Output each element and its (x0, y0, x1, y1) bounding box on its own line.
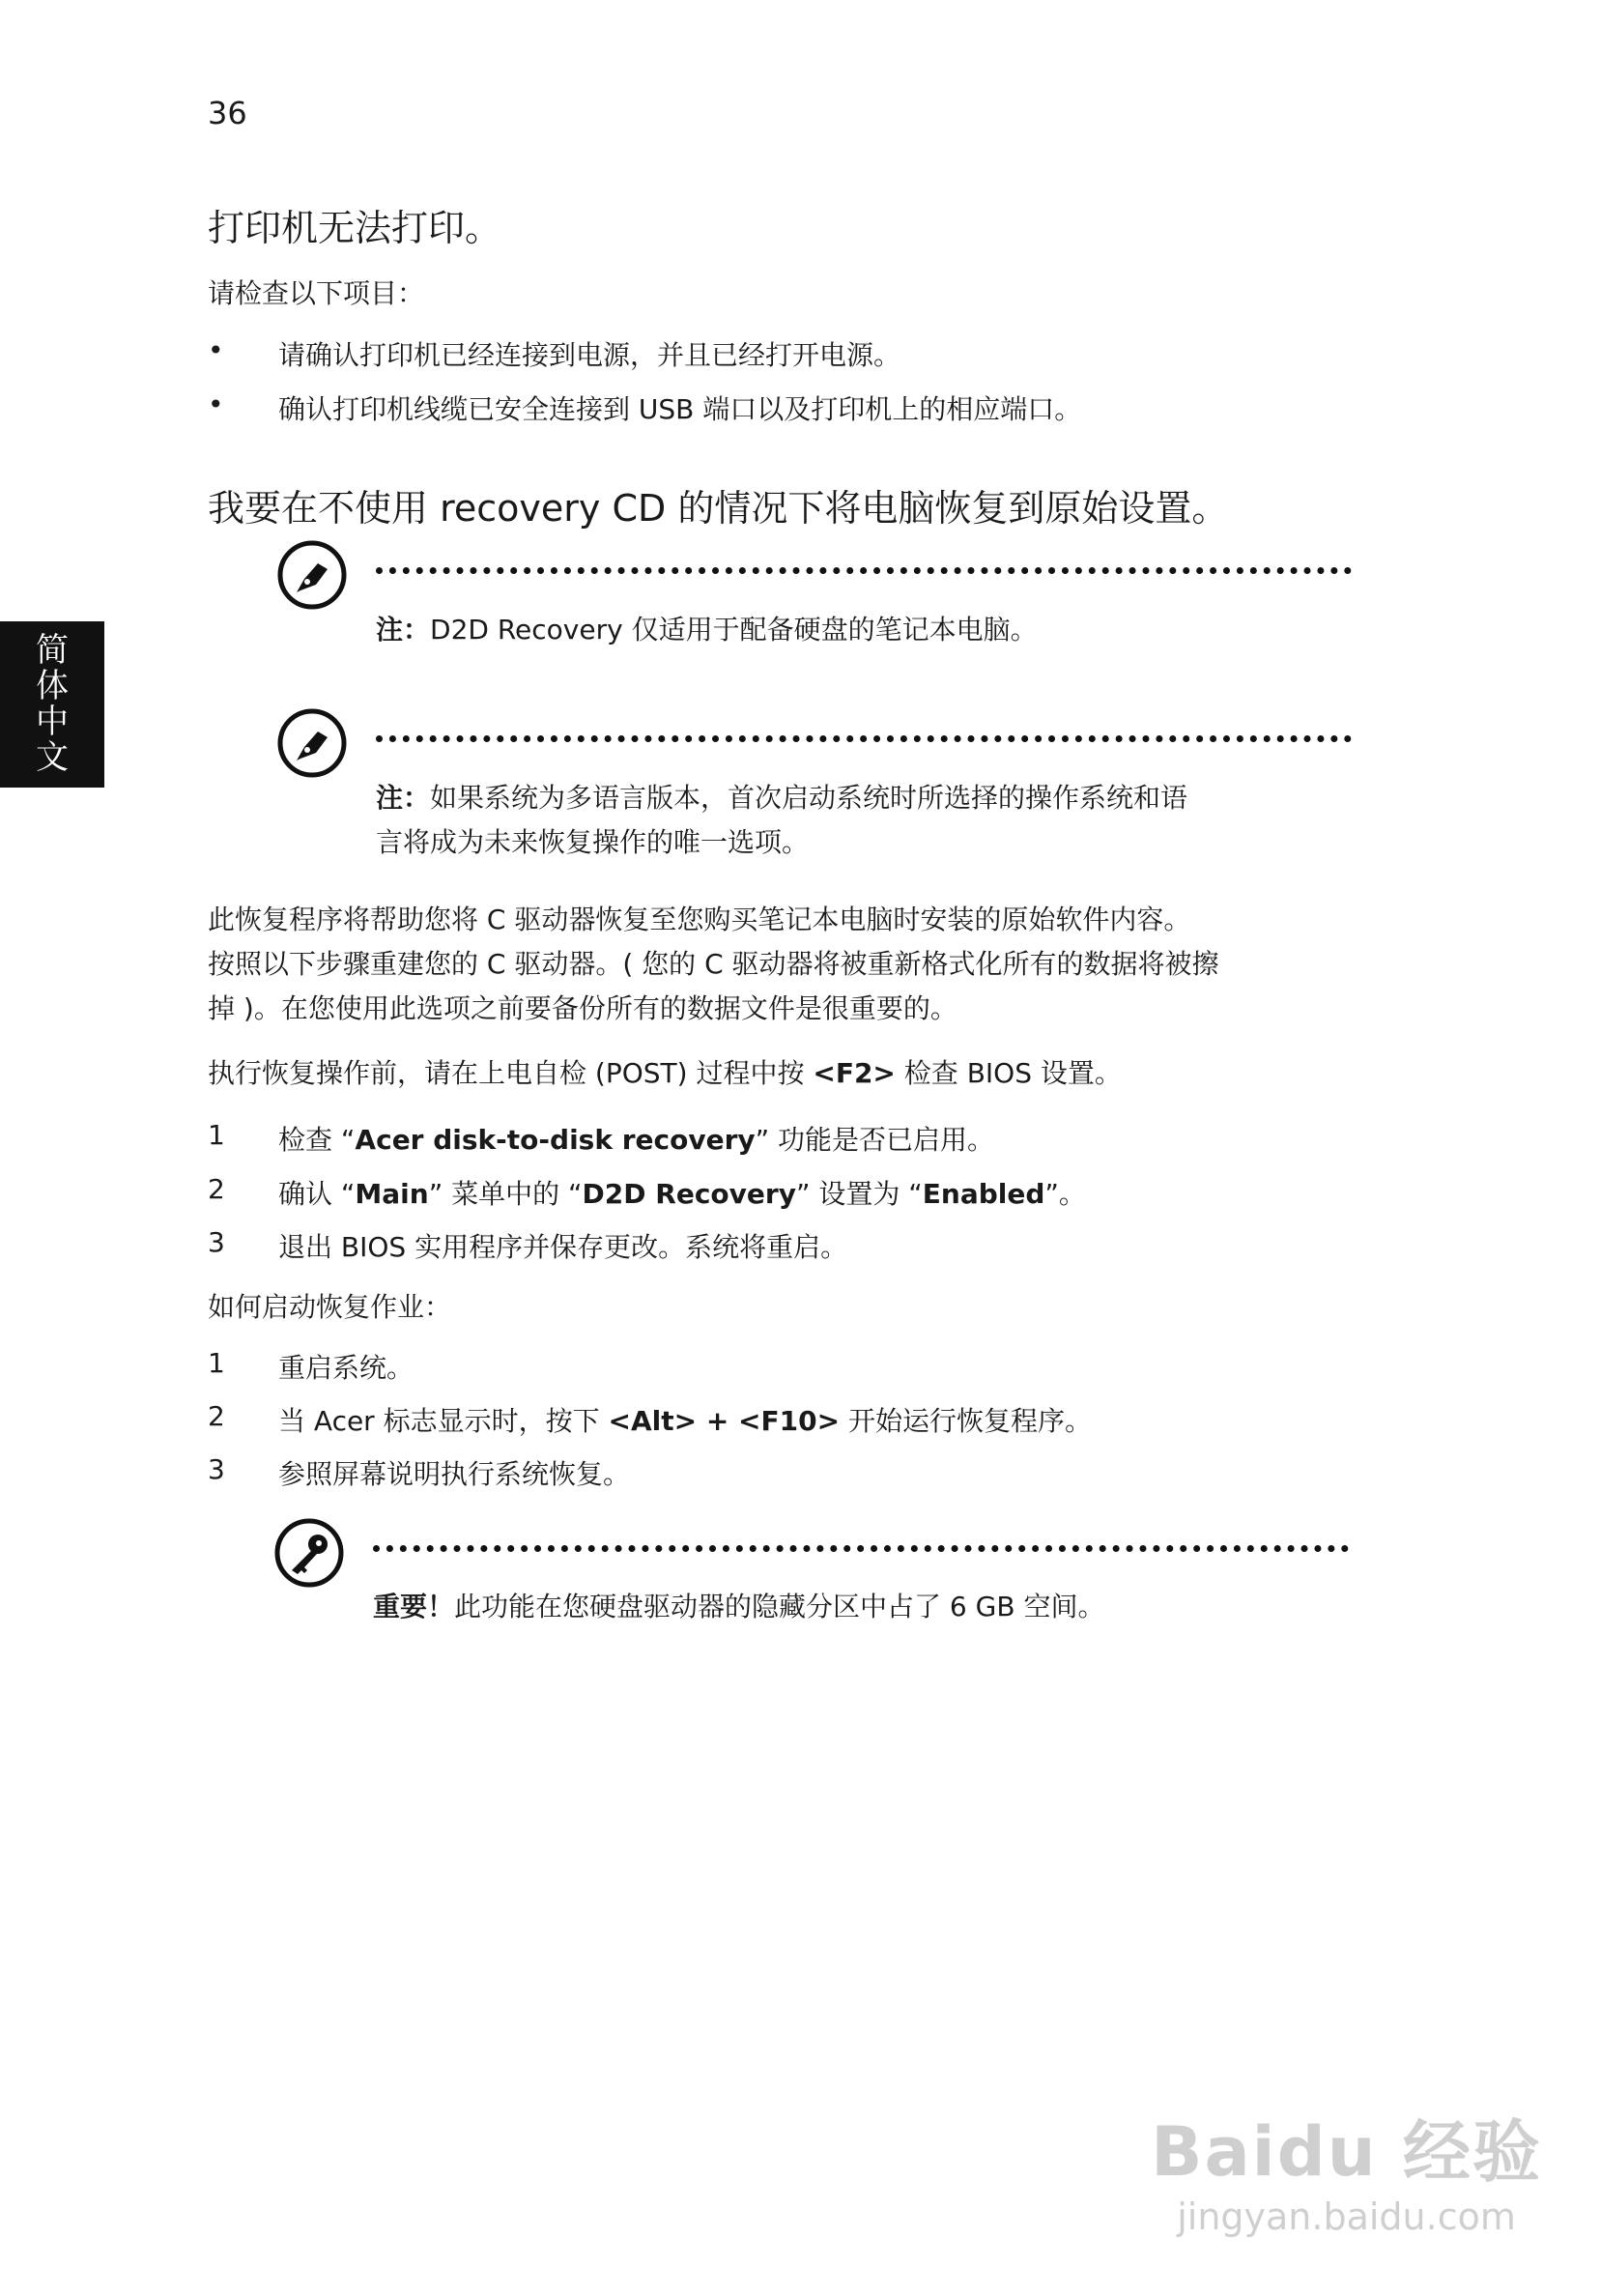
recovery-description (208, 898, 1219, 1031)
side-tab-char: 简 (36, 631, 69, 670)
note-body: 如果系统为多语言版本，首次启动系统时所选择的操作系统和语 (430, 782, 1188, 814)
text: ” 设置为 “ (795, 1178, 923, 1210)
important-label: 重要！ (373, 1591, 455, 1622)
plus-sign: + (697, 1405, 739, 1437)
page-number: 36 (208, 95, 247, 131)
step-item (208, 1226, 847, 1265)
list-item-text: 确认打印机线缆已安全连接到 USB 端口以及打印机上的相应端口。 (278, 393, 1082, 425)
key-label: <F10> (738, 1405, 841, 1437)
text: 退出 BIOS 实用程序并保存更改。系统将重启。 (278, 1231, 848, 1263)
step-number: 1 (208, 1119, 225, 1151)
pre-recovery-text (208, 1051, 1122, 1096)
side-tab-char: 体 (36, 667, 69, 705)
bold-term: Main (355, 1178, 429, 1210)
important-divider (373, 1545, 1349, 1552)
language-side-tab (0, 621, 104, 788)
baidu-watermark (1151, 2098, 1542, 2238)
bullet-icon: • (208, 388, 224, 420)
note-body: 言将成为未来恢复操作的唯一选项。 (376, 826, 810, 858)
note-divider (376, 567, 1352, 574)
text: 重启系统。 (278, 1352, 414, 1384)
paragraph-line: 掉 )。在您使用此选项之前要备份所有的数据文件是很重要的。 (208, 992, 957, 1024)
bold-term: D2D Recovery (582, 1178, 796, 1210)
step-item (208, 1400, 1092, 1439)
note-pen-icon (277, 540, 347, 610)
bold-term: Acer disk-to-disk recovery (355, 1124, 756, 1156)
text: ” 菜单中的 “ (428, 1178, 583, 1210)
text: 开始运行恢复程序。 (840, 1405, 1092, 1437)
bullet-icon: • (208, 334, 224, 366)
text: 当 Acer 标志显示时，按下 (278, 1405, 609, 1437)
step-item (208, 1347, 414, 1386)
paragraph-line: 此恢复程序将帮助您将 C 驱动器恢复至您购买笔记本电脑时安装的原始软件内容。 (208, 904, 1191, 935)
key-label: <F2> (813, 1057, 896, 1089)
step-number: 2 (208, 1173, 225, 1205)
list-item (208, 388, 1081, 427)
note-label: 注： (376, 614, 431, 646)
side-tab-char: 中 (36, 703, 69, 741)
step-item (208, 1173, 1086, 1212)
side-tab-char: 文 (36, 738, 69, 777)
section-heading-printer: 打印机无法打印。 (208, 207, 502, 249)
watermark-logo: Baidu 经验 (1151, 2112, 1542, 2192)
note-label: 注： (376, 782, 431, 814)
step-item (208, 1119, 994, 1158)
text: ”。 (1044, 1178, 1086, 1210)
text: ” 功能是否已启用。 (755, 1124, 995, 1156)
text: 检查 “ (278, 1124, 356, 1156)
list-item (208, 334, 900, 373)
note-divider (376, 735, 1352, 742)
note-pen-icon (277, 708, 347, 778)
note-body: D2D Recovery 仅适用于配备硬盘的笔记本电脑。 (430, 614, 1038, 646)
important-text (373, 1585, 1104, 1629)
how-to-start-text: 如何启动恢复作业： (208, 1291, 452, 1323)
note-text (376, 776, 1187, 865)
text: 确认 “ (278, 1178, 356, 1210)
paragraph-line: 按照以下步骤重建您的 C 驱动器。( 您的 C 驱动器将被重新格式化所有的数据将被擦 (208, 948, 1219, 980)
list-item-text: 请确认打印机已经连接到电源，并且已经打开电源。 (278, 339, 901, 371)
bold-term: Enabled (922, 1178, 1045, 1210)
step-item (208, 1453, 630, 1492)
note-text (376, 608, 1038, 652)
intro-text: 请检查以下项目： (208, 277, 425, 309)
watermark-url: jingyan.baidu.com (1177, 2196, 1516, 2238)
important-key-icon (274, 1518, 344, 1588)
section-heading-recovery: 我要在不使用 recovery CD 的情况下将电脑恢复到原始设置。 (208, 487, 1229, 530)
step-number: 1 (208, 1347, 225, 1379)
text: 检查 BIOS 设置。 (895, 1057, 1122, 1089)
step-number: 3 (208, 1453, 225, 1485)
text: 执行恢复操作前，请在上电自检 (POST) 过程中按 (208, 1057, 814, 1089)
important-body: 此功能在您硬盘驱动器的隐藏分区中占了 6 GB 空间。 (454, 1591, 1105, 1622)
key-label: <Alt> (608, 1405, 698, 1437)
text: 参照屏幕说明执行系统恢复。 (278, 1458, 631, 1490)
step-number: 2 (208, 1400, 225, 1432)
step-number: 3 (208, 1226, 225, 1258)
